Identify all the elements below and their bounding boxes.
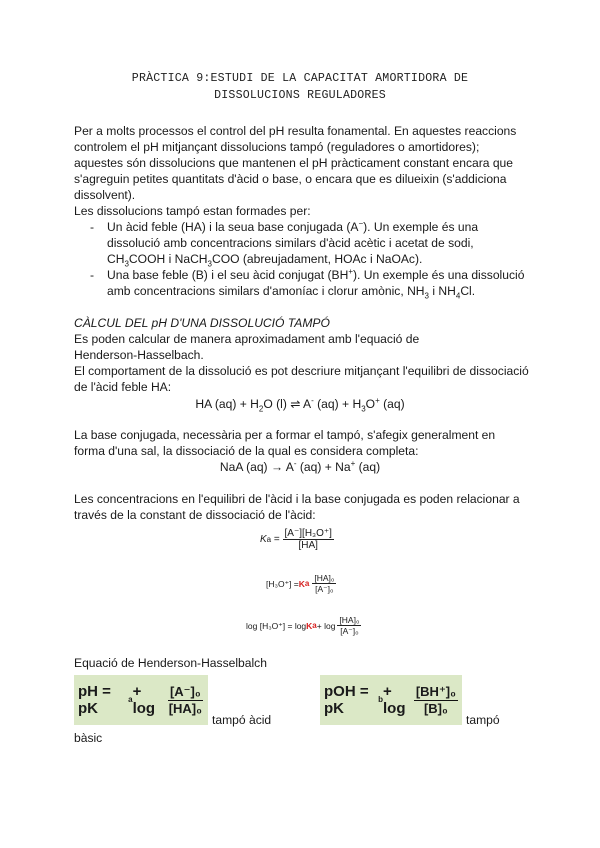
- bullet-marker: -: [90, 268, 95, 282]
- bullet-2-line-1: Una base feble (B) i el seu àcid conjugat (BH+). Un exemple és una dissolució: [107, 266, 525, 282]
- salt-dissociation-equation: NaA (aq) → A- (aq) + Na+ (aq): [219, 458, 381, 474]
- intro-line: Per a molts processos el control del pH resulta fonamental. En aquestes reaccions: [74, 124, 517, 138]
- bullet-1-line-2: dissolució amb concentracions similars d'àcid acètic i acetat de sodi,: [107, 236, 474, 250]
- hh-acid-formula: pH = pK a + log $\frac{\text{[A⁻]₀}}{\text{[HA]₀}}$: [74, 675, 208, 725]
- intro-line: dissolvent).: [74, 188, 136, 202]
- section-heading: CÀLCUL DEL pH D'UNA DISSOLUCIÓ TAMPÓ: [74, 316, 330, 330]
- section-line: Henderson-Hasselbach.: [74, 348, 204, 362]
- title-line-2: DISSOLUCIONS REGULADORES: [214, 89, 386, 102]
- section-line: través de la constant de dissociació de l'àcid:: [74, 508, 316, 522]
- hh-heading: Equació de Henderson-Hasselbalch: [74, 656, 267, 670]
- section-line: forma d'una sal, la dissociació de la qual es considera completa:: [74, 444, 419, 458]
- bullet-marker: -: [90, 220, 95, 234]
- bullet-2-line-2: amb concentracions similars d'amoníac i clorur amònic, $NH_3$ i $NH_4Cl$.: [107, 284, 476, 301]
- hh-base-label: tampó: [466, 713, 500, 727]
- h3o-formula: [H₃O⁺] = K a $\frac{\text{[HA]₀}}{\text{[A⁻]₀}}$: [266, 573, 335, 594]
- hh-base-label-cont: bàsic: [74, 731, 103, 745]
- intro-line: s'agreguin petites quantitats d'àcid o base, o encara que es dilueixin (s'addiciona: [74, 172, 507, 186]
- hh-base-formula: pOH = pK b + log $\frac{\text{[BH⁺]₀}}{\text{[B]₀}}$: [320, 675, 462, 725]
- bullet-1-line-3: $CH_3COOH$ i NaCH$_3$COO (abreujadament, HOAc i NaOAc).: [107, 252, 423, 269]
- ka-formula: K a = $\frac{\text{[A⁻][H₃O⁺]}}{[HA]}$: [260, 528, 332, 551]
- section-line: Les concentracions en l'equilibri de l'àcid i la base conjugada es poden relacionar a: [74, 492, 520, 506]
- section-line: El comportament de la dissolució es pot descriure mitjançant l'equilibri de dissociació: [74, 364, 529, 378]
- equilibrium-equation: HA $(aq) + H_2O$ (l) ⇌ A- $(aq) + H_3O^+$ (aq): [195, 395, 405, 414]
- section-line: Es poden calcular de manera aproximadament amb l'equació de: [74, 332, 420, 346]
- intro-line: controlem el pH mitjançant dissolucions tampó (reguladores o amortidores);: [74, 140, 480, 154]
- bullet-1-line-1: Un àcid feble (HA) i la seua base conjugada (A−). Un exemple és una: [107, 218, 479, 234]
- section-line: de l'àcid feble HA:: [74, 380, 172, 394]
- hh-acid-label: tampó àcid: [212, 713, 272, 727]
- section-line: La base conjugada, necessària per a formar el tampó, s'afegix generalment en: [74, 428, 496, 442]
- intro-line: aquestes són dissolucions que mantenen el pH pràcticament constant encara que: [74, 156, 514, 170]
- log-formula: log [H₃O⁺] = log K a + log $\frac{\text{[HA]₀}}{\text{[A⁻]₀}}$: [246, 615, 360, 636]
- intro-line: Les dissolucions tampó estan formades per:: [74, 204, 311, 218]
- title-line-1: PRÀCTICA 9:ESTUDI DE LA CAPACITAT AMORTIDORA DE: [131, 72, 469, 85]
